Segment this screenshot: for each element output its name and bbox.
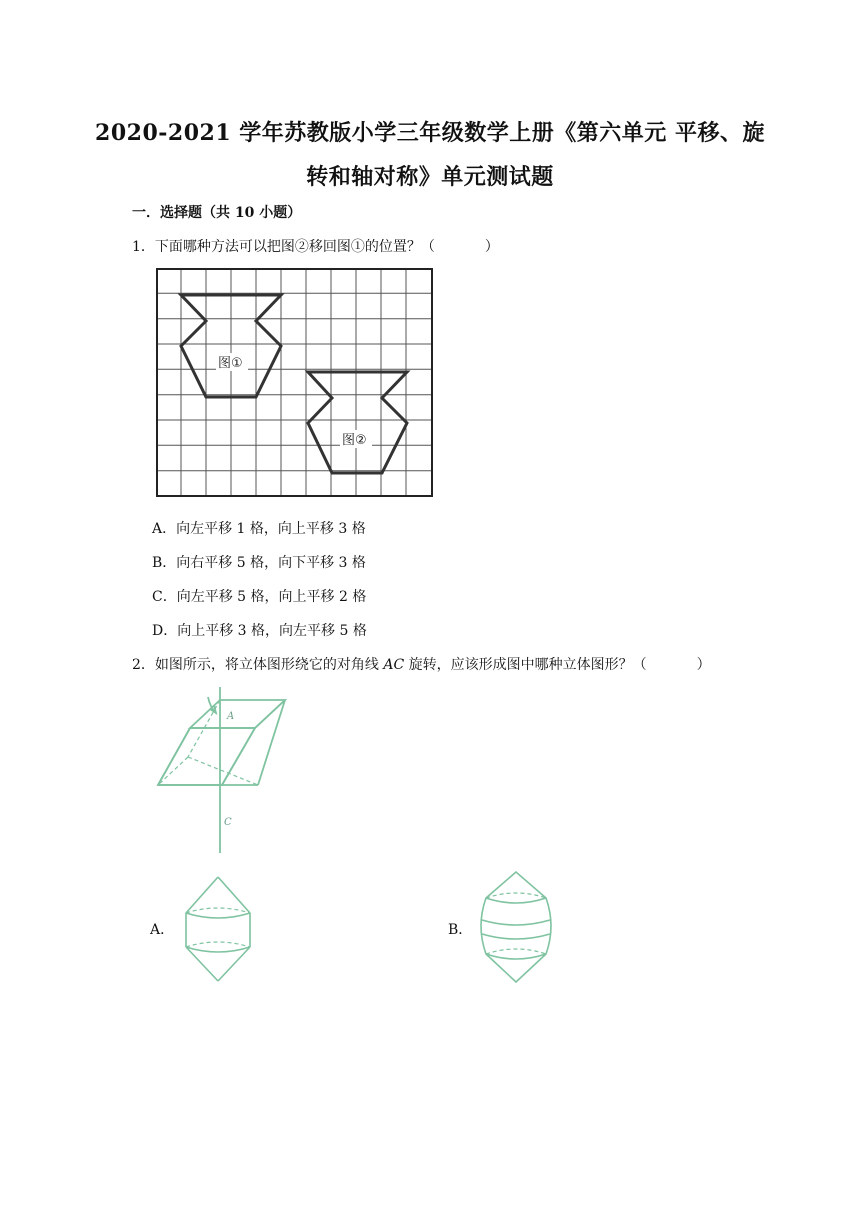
question-2-text-before: 2．如图所示，将立体图形绕它的对角线 — [132, 657, 384, 673]
figure-2-shape — [308, 372, 407, 473]
document-title-line1: 2020-2021 学年苏教版小学三年级数学上册《第六单元 平移、旋 — [95, 120, 765, 146]
q2-option-b-figure[interactable] — [474, 870, 558, 984]
q1-option-d[interactable]: D．向上平移 3 格，向左平移 5 格 — [152, 623, 367, 639]
question-2-text-after: 旋转，应该形成图中哪种立体图形？（ — [404, 657, 647, 673]
question-1 — [132, 236, 499, 256]
q1-option-b[interactable]: B．向右平移 5 格，向下平移 3 格 — [152, 555, 366, 571]
question-1-close: ） — [484, 239, 499, 255]
question-2-close: ） — [696, 657, 711, 673]
q2-option-a-label[interactable]: A． — [150, 922, 175, 938]
parallelepiped-rotation-figure — [150, 685, 290, 855]
figure-2-label: 图② — [342, 433, 367, 448]
question-2-var: AC — [383, 657, 405, 673]
section-heading: 一．选择题（共 10 小题） — [132, 205, 302, 221]
question-1-text: 1．下面哪种方法可以把图②移回图①的位置？（ — [132, 239, 435, 255]
translation-grid-figure — [156, 268, 434, 498]
q1-option-a[interactable]: A．向左平移 1 格，向上平移 3 格 — [152, 521, 366, 537]
q1-option-c[interactable]: C．向左平移 5 格，向上平移 2 格 — [152, 589, 367, 605]
point-c-label: C — [224, 817, 232, 828]
q2-option-a-figure[interactable] — [178, 875, 258, 985]
figure-1-label: 图① — [218, 356, 243, 371]
q2-option-b-label[interactable]: B． — [448, 922, 473, 938]
front-face — [158, 728, 255, 785]
point-a-label: A — [227, 711, 235, 722]
document-title-line2: 转和轴对称》单元测试题 — [306, 164, 554, 190]
question-2 — [132, 654, 711, 674]
